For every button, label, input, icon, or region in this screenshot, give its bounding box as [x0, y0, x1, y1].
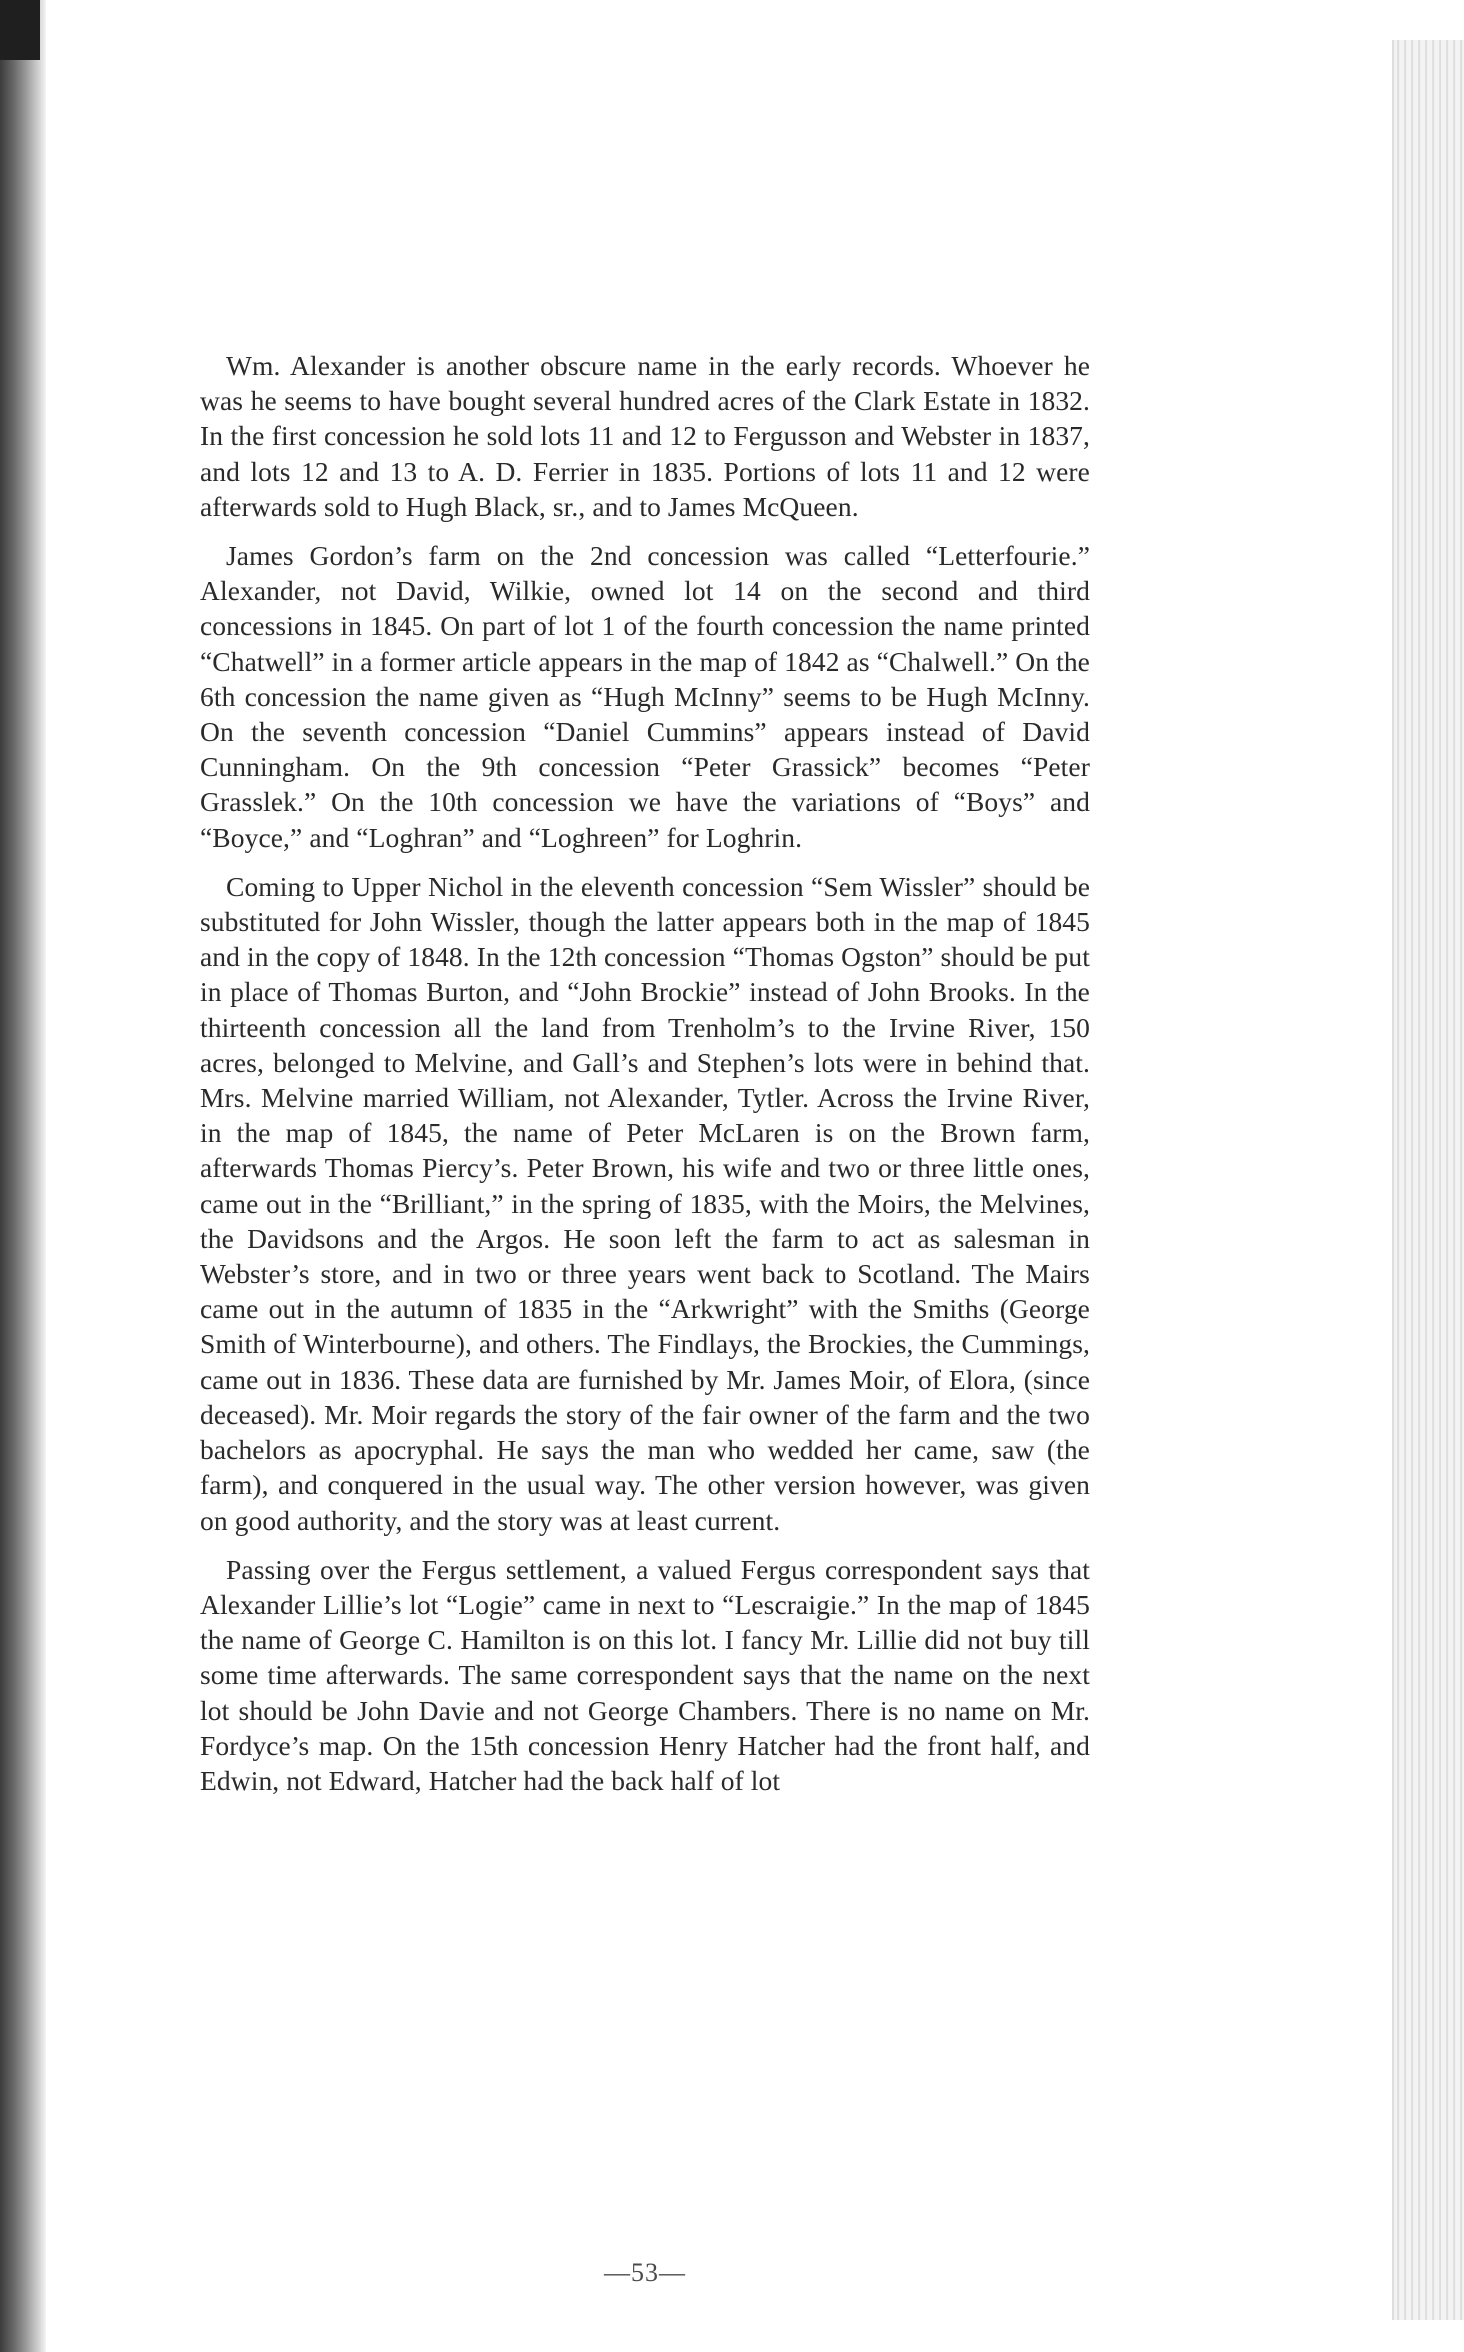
paragraph-wm-alexander: Wm. Alexander is another obscure name in the early records. Whoever he was he seems to have bought several hundred acres of the Clark Estate in 1832. In the first concession he sold lots 11 and 12 to Fergusson and Webster in 1837, and lots 12 and 13 to A. D. Ferrier in 1835. Portions of lots 11 and 12 were afterwards sold to Hugh Black, sr., and to James McQueen.	[200, 350, 1090, 522]
paragraph-upper-nichol: Coming to Upper Nichol in the eleventh concession “Sem Wissler” should be substituted for John Wissler, though the latter appears both in the map of 1845 and in the copy of 1848. In the 12th concession “Thomas Ogston” should be put in place of Thomas Burton, and “John Brockie” instead of John Brooks. In the thirteenth concession all the land from Trenholm’s to the Irvine River, 150 acres, belonged to Melvine, and Gall’s and Stephen’s lots were in behind that. Mrs. Melvine married William, not Alexander, Tytler. Across the Irvine River, in the map of 1845, the name of Peter McLaren is on the Brown farm, afterwards Thomas Piercy’s. Peter Brown, his wife and two or three little ones, came out in the “Brilliant,” in the spring of 1835, with the Moirs, the Melvines, the Davidsons and the Argos. He soon left the farm to act as salesman in Webster’s store, and in two or three years went back to Scotland. The Mairs came out in the autumn of 1835 in the “Arkwright” with the Smiths (George Smith of Winterbourne), and others. The Findlays, the Brockies, the Cummings, came out in 1836. These data are furnished by Mr. James Moir, of Elora, (since deceased). Mr. Moir regards the story of the fair owner of the farm and the two bachelors as apocryphal. He says the man who wedded her came, saw (the farm), and conquered in the usual way. The other version however, was given on good authority, and the story was at least current.	[200, 870, 1090, 1536]
page-edge-stack	[1392, 40, 1464, 2320]
paragraph-james-gordon: James Gordon’s farm on the 2nd concession was called “Letterfourie.” Alexander, not David, Wilkie, owned lot 14 on the second and third concessions in 1845. On part of lot 1 of the fourth concession the name printed “Chatwell” in a former article appears in the map of 1842 as “Chalwell.” On the 6th concession the name given as “Hugh McInny” seems to be Hugh McInny. On the seventh concession “Daniel Cummins” appears instead of David Cunningham. On the 9th concession “Peter Grassick” becomes “Peter Grasslek.” On the 10th concession we have the variations of “Boys” and “Boyce,” and “Loghran” and “Loghreen” for Loghrin.	[200, 540, 1090, 853]
book-binding-shadow	[0, 0, 46, 2352]
paragraph-fergus-settlement: Passing over the Fergus settlement, a valued Fergus correspondent says that Alexander Lillie’s lot “Logie” came in next to “Lescraigie.” In the map of 1845 the name of George C. Hamilton is on this lot. I fancy Mr. Lillie did not buy till some time afterwards. The same correspondent says that the name on the next lot should be John Davie and not George Chambers. There is no name on Mr. Fordyce’s map. On the 15th concession Henry Hatcher had the front half, and Edwin, not Edward, Hatcher had the back half of lot	[200, 1553, 1090, 1796]
page-text-block	[200, 348, 1090, 1810]
page-number: —53—	[604, 2258, 686, 2287]
